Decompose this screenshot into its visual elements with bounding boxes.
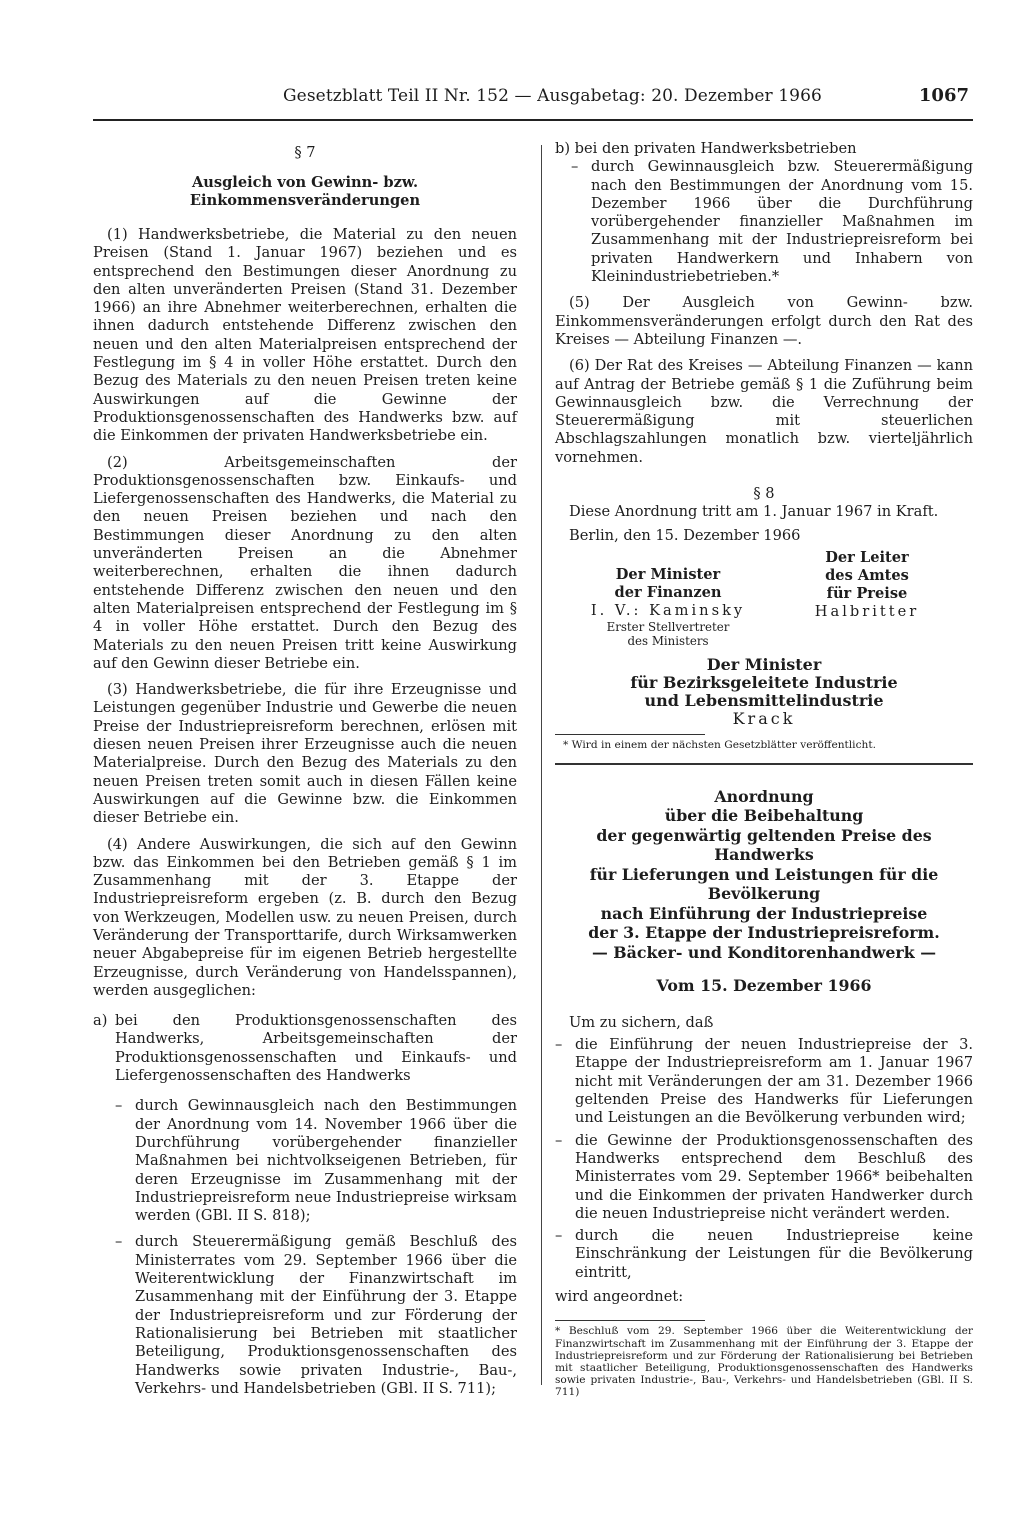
paragraph-3: (3) Handwerksbetriebe, die für ihre Erzeugnisse und Leistungen gegenüber Industrie und Gewerbe die neuen Preise der Industriepreisreform berechnen, erlösen mit diesen neuen Preisen ihrer Erzeugnisse auch die neuen Materialpreise. Durch den Bezug des Materials zu den neuen Preisen treten somit auch in diesen Fällen keine Auswirkungen auf die Gewinne bzw. die Einkommen dieser Betriebe ein. <box>93 681 517 827</box>
signature-row <box>555 546 973 656</box>
list-item-b: b) bei den privaten Handwerksbetrieben <box>555 140 857 157</box>
ordinance-line7: — Bäcker- und Konditorenhandwerk — <box>592 942 936 962</box>
section-7: § 7 <box>294 144 316 161</box>
list-item-a <box>93 1012 517 1085</box>
dash-item-1 <box>93 1097 517 1225</box>
ordinance-title: Anordnung <box>714 786 814 806</box>
sig1-title1: Der Minister <box>615 565 721 583</box>
footnote-1: * Wird in einem der nächsten Gesetzblätter veröffentlicht. <box>563 738 876 751</box>
ordinance-dash-3 <box>555 1227 973 1282</box>
paragraph-6: (6) Der Rat des Kreises — Abteilung Finanzen — kann auf Antrag der Betriebe gemäß § 1 die Zuführung beim Gewinnausgleich bzw. die Verrechnung der Steuerermäßigung mit steuerlichen Abschlagszahlungen monatlich bzw. vierteljährlich vornehmen. <box>555 357 973 466</box>
signature-industry <box>555 656 973 728</box>
dash-item-1-text: durch Gewinnausgleich nach den Bestimmungen der Anordnung vom 14. November 1966 über die Durchführung vorübergehender finanzieller Maßnahmen bei nichtvolkseigenen Betrieben, für deren Erzeugnisse im Zusammenhang mit der Industriepreisreform neue Industriepreise wirksam werden (GBl. II S. 818); <box>135 1097 517 1225</box>
list-item-a-label: a) <box>93 1012 108 1030</box>
sig2-title1: Der Leiter <box>825 548 909 566</box>
footnote-2: * Beschluß vom 29. September 1966 über die Weiterentwicklung der Finanzwirtschaft im Zusammenhang mit der Einführung der 3. Etappe der Industriepreisreform und zur Förderung der Rationalisierung bei Betrieben mit staatlicher Beteiligung, Produktionsgenossenschaften des Handwerks sowie privaten Industrie-, Bau-, Verkehrs- und Handelsbetrieben (GBl. II S. 711) <box>555 1325 973 1399</box>
list-item-b-dash <box>555 158 973 286</box>
ordinance-date: Vom 15. Dezember 1966 <box>656 976 872 996</box>
sig3-title3: und Lebensmittelindustrie <box>644 690 884 710</box>
list-item-a-text: bei den Produktionsgenossenschaften des Handwerks, Arbeitsgemeinschaften der Produktionsgenossenschaften und Einkaufs- und Liefergenossenschaften des Handwerks <box>115 1012 517 1085</box>
dash-marker: – <box>555 1227 563 1245</box>
ordinance-dash-2 <box>555 1132 973 1223</box>
signature-finance <box>573 566 763 648</box>
dash-marker: – <box>571 158 579 176</box>
section-7-heading-line2: Einkommensveränderungen <box>189 192 421 209</box>
ordinance-line4: für Lieferungen und Leistungen für die Bevölkerung <box>589 864 939 904</box>
dash-marker: – <box>555 1036 563 1054</box>
ordinance-line6: der 3. Etappe der Industriepreisreform. <box>588 923 940 943</box>
sig3-title2: für Bezirksgeleitete Industrie <box>630 672 898 692</box>
left-column <box>93 140 517 1398</box>
ordinance-intro: Um zu sichern, daß <box>569 1013 714 1031</box>
header-rule <box>93 119 973 121</box>
dash-item-2-text: durch Steuerermäßigung gemäß Beschluß des Ministerrates vom 29. September 1966 über die Weiterentwicklung der Finanzwirtschaft im Zusammenhang mit der Einführung der 3. Etappe der Industriepreisreform und zur Förderung der Rationalisierung bei Betrieben mit staatlicher Beteiligung, Produktionsgenossenschaften des Handwerks sowie privaten Industrie-, Bau-, Verkehrs- und Handelsbetrieben (GBl. II S. 711); <box>135 1233 517 1397</box>
header-title: Gesetzblatt Teil II Nr. 152 — Ausgabetag: 20. Dezember 1966 <box>283 86 822 106</box>
sig3-title1: Der Minister <box>706 654 822 674</box>
sig1-name: I. V.: Kaminsky <box>590 601 746 619</box>
page-header <box>93 86 973 112</box>
dash-marker: – <box>115 1097 123 1115</box>
paragraph-1: (1) Handwerksbetriebe, die Material zu den neuen Preisen (Stand 1. Januar 1967) beziehen und es entsprechend den Bestimungen dieser Anordnung zu den alten unveränderten Preisen (Stand 31. Dezember 1966) an ihre Abnehmer weiterberechnen, erhalten die ihnen dadurch entstehende Differenz zwischen den neuen und den alten Materialpreisen entsprechend der Festlegung im § 4 in voller Höhe erstattet. Durch den Bezug des Materials zu den neuen Preisen treten keine Auswirkungen auf die Gewinne der Produktionsgenossenschaften des Handwerks bzw. auf die Einkommen der privaten Handwerksbetriebe ein. <box>93 226 517 445</box>
ordinance-dash-1 <box>555 1036 973 1127</box>
ordinance-line3: der gegenwärtig geltenden Preise des Handwerks <box>596 825 932 865</box>
dash-marker: – <box>555 1131 563 1149</box>
sig2-name: Halbritter <box>814 602 920 620</box>
paragraph-2: (2) Arbeitsgemeinschaften der Produktionsgenossenschaften bzw. Einkaufs- und Liefergenossenschaften des Handwerks, die Material zu den neuen Preisen beziehen und nach den Bestimmungen dieser Anordnung zu den alten unveränderten Preisen an die Abnehmer weiterberechnen, erhalten die ihnen dadurch entstehende Differenz zwischen den neuen und den alten Materialpreisen entsprechend der Festlegung im § 4 in voller Höhe erstattet. Durch den Bezug des Materials zu den neuen Preisen tritt keine Auswirkung auf den Gewinn dieser Betriebe ein. <box>93 453 517 672</box>
ordinance-dash-3-text: durch die neuen Industriepreise keine Einschränkung der Leistungen für die Bevölkerung eintritt, <box>575 1227 973 1281</box>
signature-prices <box>783 549 951 621</box>
list-item-b-dash-text: durch Gewinnausgleich bzw. Steuerermäßigung nach den Bestimmungen der Anordnung vom 15. Dezember 1966 über die Durchführung vorübergehender finanzieller Maßnahmen im Zusammenhang mit der Industriepreisreform bei privaten Handwerkern und Inhabern von Kleinindustriebetrieben.* <box>591 158 973 286</box>
section-8: § 8 <box>753 485 775 503</box>
sig2-title2: des Amtes <box>825 566 909 584</box>
dash-marker: – <box>115 1233 123 1251</box>
paragraph-4: (4) Andere Auswirkungen, die sich auf den Gewinn bzw. das Einkommen bei den Betrieben gemäß § 1 im Zusammenhang mit der 3. Etappe der Industriepreisreform ergeben (z. B. durch den Bezug von Werkzeugen, Modellen usw. zu neuen Preisen, durch Veränderung der Transporttarife, durch Wirksamwerken neuer Abgabepreise für im eigenen Betrieb hergestellte Erzeugnisse, durch Veränderung von Handelsspannen), werden ausgeglichen: <box>93 835 517 999</box>
column-divider <box>541 145 542 1385</box>
right-column <box>555 140 973 1399</box>
sig1-title2: der Finanzen <box>614 583 722 601</box>
section-7-heading-line1: Ausgleich von Gewinn- bzw. <box>191 174 419 191</box>
paragraph-8: Diese Anordnung tritt am 1. Januar 1967 in Kraft. <box>569 503 939 521</box>
dash-item-2 <box>93 1233 517 1398</box>
sig1-sub1: Erster Stellvertreter <box>606 619 730 634</box>
sig1-sub2: des Ministers <box>627 633 709 648</box>
ordinance-dash-2-text: die Gewinne der Produktionsgenossenschaften des Handwerks entsprechend dem Beschluß des Ministerrates vom 29. September 1966* beibehalten und die Einkommen der privaten Handwerker durch die neuen Industriepreise nicht verändert werden. <box>575 1131 973 1222</box>
paragraph-5: (5) Der Ausgleich von Gewinn- bzw. Einkommensveränderungen erfolgt durch den Rat des Kreises — Abteilung Finanzen —. <box>555 294 973 348</box>
ordinance-line2: über die Beibehaltung <box>664 806 864 826</box>
ordinance-line5: nach Einführung der Industriepreise <box>600 903 928 923</box>
ordered-line: wird angeordnet: <box>555 1288 684 1305</box>
sig2-title3: für Preise <box>826 584 908 602</box>
ordinance-dash-1-text: die Einführung der neuen Industriepreise der 3. Etappe der Industriepreisreform am 1. Januar 1967 nicht mit Veränderungen der am 31. Dezember 1966 geltenden Preise des Handwerks für Lieferungen und Leistungen an die Bevölkerung verbunden wird; <box>575 1036 973 1127</box>
page-number: 1067 <box>918 85 969 106</box>
place-date: Berlin, den 15. Dezember 1966 <box>569 527 801 545</box>
sig3-name: Krack <box>732 708 796 728</box>
